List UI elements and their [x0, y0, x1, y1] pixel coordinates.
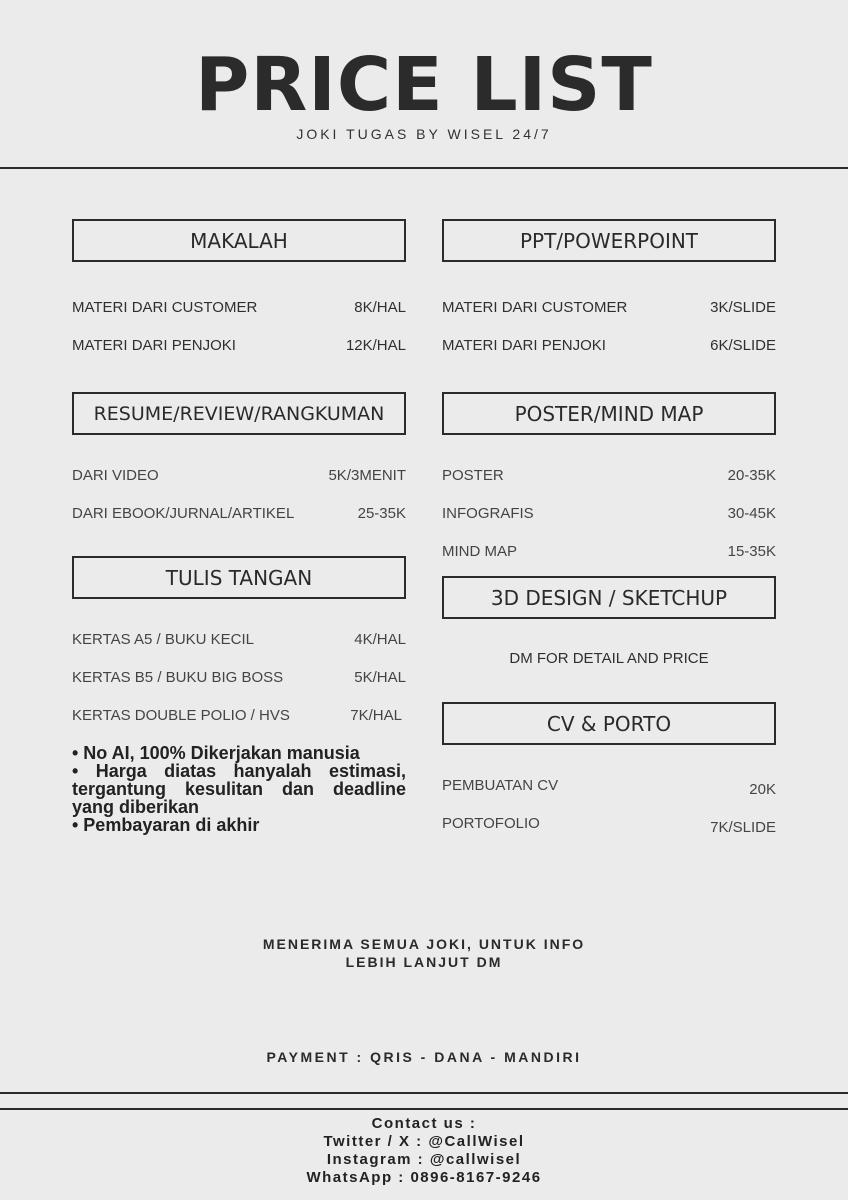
price-row	[442, 466, 776, 486]
section-title-poster: POSTER/MIND MAP	[442, 392, 776, 435]
contact-twitter: Twitter / X : @CallWisel	[323, 1133, 525, 1150]
item-label: PORTOFOLIO	[442, 815, 540, 832]
price-row	[72, 298, 406, 318]
item-price: 30-45K	[727, 505, 776, 522]
item-price: 15-35K	[727, 543, 776, 560]
item-label: KERTAS A5 / BUKU KECIL	[72, 631, 255, 648]
info-line-1: MENERIMA SEMUA JOKI, UNTUK INFO	[262, 936, 586, 952]
section-title-resume: RESUME/REVIEW/RANGKUMAN	[72, 392, 406, 435]
item-label: KERTAS B5 / BUKU BIG BOSS	[72, 669, 284, 686]
footer-divider-bottom	[0, 1108, 848, 1110]
payment-info: PAYMENT : QRIS - DANA - MANDIRI	[266, 1049, 582, 1065]
item-price: 5K/3MENIT	[328, 467, 406, 484]
page-title: PRICE LIST	[195, 42, 653, 128]
item-label: MATERI DARI PENJOKI	[72, 337, 236, 354]
item-label: MATERI DARI CUSTOMER	[72, 299, 258, 316]
price-row	[72, 336, 406, 356]
price-row	[72, 466, 406, 486]
item-price: 20K	[749, 781, 776, 798]
footer-divider-top	[0, 1092, 848, 1094]
price-row	[442, 818, 776, 838]
item-price: 6K/SLIDE	[710, 337, 776, 354]
item-label: DARI VIDEO	[72, 467, 159, 484]
info-line-2: LEBIH LANJUT DM	[345, 954, 503, 970]
note-item: • Pembayaran di akhir	[72, 815, 260, 835]
item-label: POSTER	[442, 467, 504, 484]
item-price: 20-35K	[727, 467, 776, 484]
price-row	[72, 706, 402, 726]
section-title-cv-porto: CV & PORTO	[442, 702, 776, 745]
note-item: • Harga diatas hanyalah estimasi, tergantung kesulitan dan deadline yang diberikan	[72, 761, 406, 817]
price-row	[72, 668, 406, 688]
item-price: 25-35K	[357, 505, 406, 522]
price-row	[442, 780, 776, 800]
item-price: 4K/HAL	[354, 631, 406, 648]
section-title-tulis-tangan: TULIS TANGAN	[72, 556, 406, 599]
contact-instagram: Instagram : @callwisel	[326, 1151, 522, 1168]
price-row	[442, 298, 776, 318]
contact-whatsapp: WhatsApp : 0896-8167-9246	[306, 1169, 542, 1186]
price-row	[442, 542, 776, 562]
item-label: KERTAS DOUBLE POLIO / HVS	[72, 707, 290, 724]
section-title-ppt: PPT/POWERPOINT	[442, 219, 776, 262]
item-label: PEMBUATAN CV	[442, 777, 559, 794]
header-divider	[0, 167, 848, 169]
section-title-makalah: MAKALAH	[72, 219, 406, 262]
page-subtitle: JOKI TUGAS BY WISEL 24/7	[296, 126, 552, 142]
item-label: MATERI DARI CUSTOMER	[442, 299, 628, 316]
item-price: 12K/HAL	[345, 337, 406, 354]
item-price: 5K/HAL	[354, 669, 406, 686]
price-row	[442, 336, 776, 356]
item-price: 8K/HAL	[354, 299, 406, 316]
item-price: 7K/HAL	[350, 707, 402, 724]
item-label: MATERI DARI PENJOKI	[442, 337, 606, 354]
item-label: INFOGRAFIS	[442, 505, 534, 522]
price-row	[72, 504, 406, 524]
contact-title: Contact us :	[371, 1115, 477, 1132]
design-3d-note: DM FOR DETAIL AND PRICE	[509, 650, 709, 667]
note-item: • No AI, 100% Dikerjakan manusia	[72, 743, 360, 763]
item-label: DARI EBOOK/JURNAL/ARTIKEL	[72, 505, 295, 522]
price-row	[72, 630, 406, 650]
item-label: MIND MAP	[442, 543, 517, 560]
section-title-3d-design: 3D DESIGN / SKETCHUP	[442, 576, 776, 619]
item-price: 3K/SLIDE	[710, 299, 776, 316]
item-price: 7K/SLIDE	[710, 819, 776, 836]
price-row	[442, 504, 776, 524]
notes-list	[72, 744, 406, 834]
